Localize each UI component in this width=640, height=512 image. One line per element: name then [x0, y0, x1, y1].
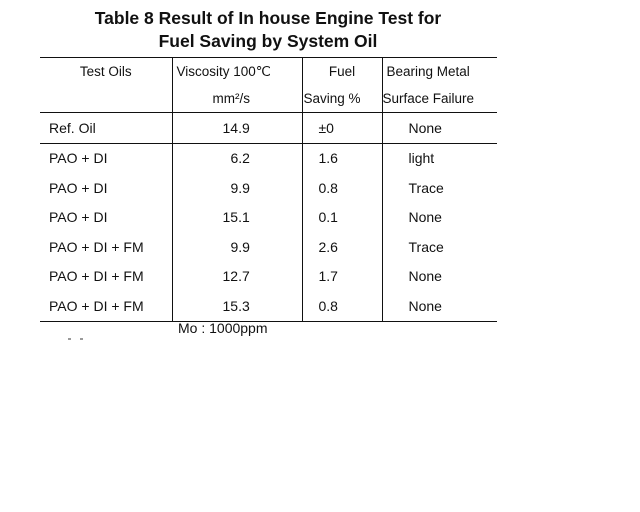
reference-row	[40, 113, 497, 144]
header-viscosity-unit: mm²/s	[172, 85, 302, 113]
fuel-saving-value: 0.8	[302, 173, 382, 203]
viscosity-value: 15.1	[172, 203, 302, 233]
failure-value: Trace	[408, 179, 444, 196]
failure-value: light	[408, 150, 435, 167]
table-row	[40, 262, 497, 292]
fuel-saving-value: 1.7	[302, 262, 382, 292]
table-row	[40, 232, 497, 262]
failure-value: None	[408, 209, 442, 226]
scan-speck	[80, 338, 83, 340]
failure-value: Trace	[408, 238, 444, 255]
engine-test-table	[40, 57, 497, 322]
header-test-oils: Test Oils	[40, 58, 172, 86]
scan-speck	[68, 338, 71, 340]
fuel-saving-value: 0.1	[302, 203, 382, 233]
footnote: Mo : 1000ppm	[178, 320, 268, 336]
table-row	[40, 173, 497, 203]
table-title-line-1: Table 8 Result of In house Engine Test for	[94, 8, 442, 28]
fuel-saving-value: 0.8	[302, 291, 382, 321]
viscosity-value: 9.9	[172, 232, 302, 262]
fuel-saving-value: 1.6	[302, 143, 382, 173]
oil-name: PAO + DI	[40, 203, 172, 233]
viscosity-value: 12.7	[172, 262, 302, 292]
header-bearing-metal: Bearing Metal	[382, 58, 497, 86]
oil-name: PAO + DI + FM	[40, 232, 172, 262]
reference-oil-name: Ref. Oil	[40, 113, 172, 144]
oil-name: PAO + DI + FM	[40, 291, 172, 321]
reference-failure: None	[382, 113, 497, 144]
viscosity-value: 9.9	[172, 173, 302, 203]
header-row-1	[40, 58, 497, 86]
oil-name: PAO + DI + FM	[40, 262, 172, 292]
table-row	[40, 291, 497, 321]
oil-name: PAO + DI	[40, 173, 172, 203]
viscosity-value: 6.2	[172, 143, 302, 173]
table-row	[40, 143, 497, 173]
table-row	[40, 203, 497, 233]
fuel-saving-value: 2.6	[302, 232, 382, 262]
header-viscosity: Viscosity 100℃	[172, 58, 302, 86]
reference-viscosity: 14.9	[172, 113, 302, 144]
viscosity-value: 15.3	[172, 291, 302, 321]
header-row-2	[40, 85, 497, 113]
failure-value: None	[382, 291, 497, 321]
header-surface-failure: Surface Failure	[382, 85, 497, 113]
oil-name: PAO + DI	[40, 143, 172, 173]
header-fuel-saving: Saving %	[302, 85, 382, 113]
header-fuel: Fuel	[302, 58, 382, 86]
failure-value: None	[408, 268, 442, 285]
table-title-line-2: Fuel Saving by System Oil	[158, 31, 378, 51]
header-test-oils-blank	[40, 85, 172, 113]
reference-fuel-saving: ±0	[302, 113, 382, 144]
